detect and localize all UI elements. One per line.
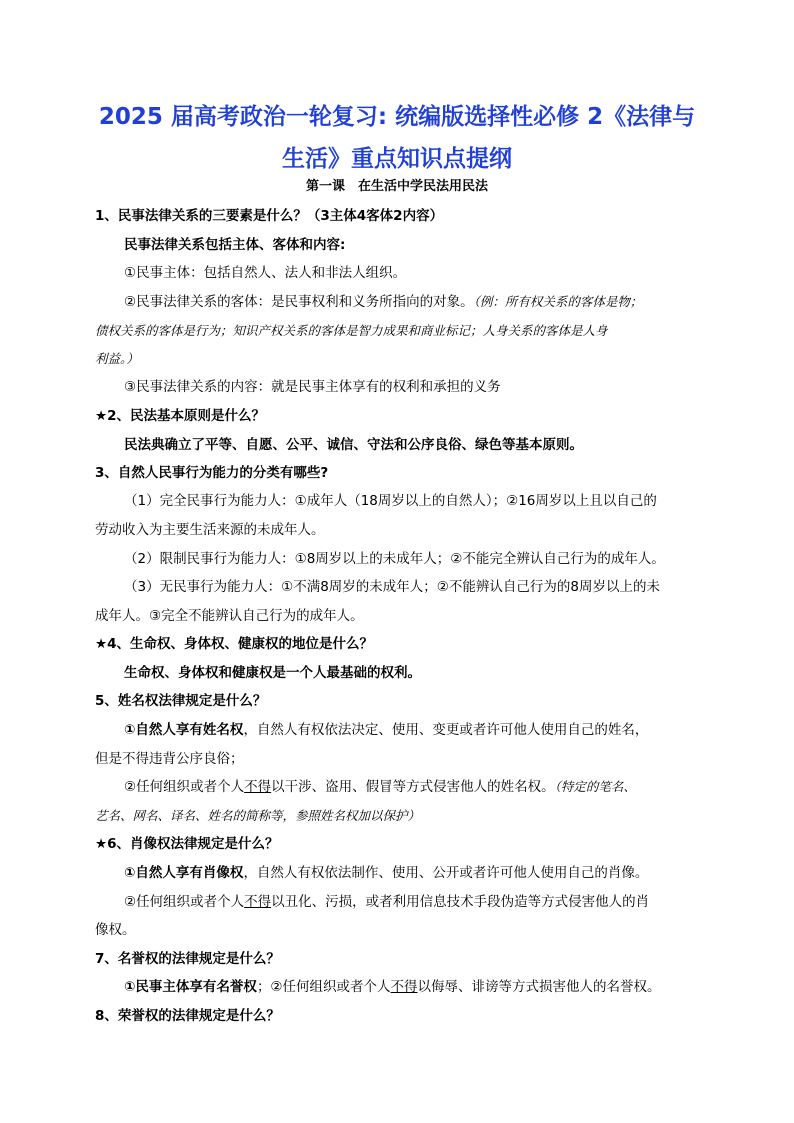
answer-5-point-2: [124, 777, 636, 797]
answer-1-point-2-note-cont: 债权关系的客体是行为；知识产权关系的客体是智力成果和商业标记；人身关系的客体是人身: [95, 323, 608, 338]
answer-5-point-1-text: ，自然人有权依法决定、使用、变更或者许可他人使用自己的姓名，: [243, 722, 649, 738]
answer-7-mid: ；②任何组织或者个人: [256, 979, 391, 995]
question-6: ★6、肖像权法律规定是什么？: [95, 836, 279, 852]
answer-3-point-1-cont: 劳动收入为主要生活来源的未成年人。: [95, 522, 325, 538]
answer-5-point-1-bold: ①自然人享有姓名权: [124, 722, 244, 738]
page-title-line-1: 2025 届高考政治一轮复习: 统编版选择性必修 2《法律与: [98, 104, 696, 130]
answer-5-point-1: [124, 720, 648, 740]
answer-6-point-1-bold: ①自然人享有肖像权: [124, 865, 244, 881]
answer-7-underline: 不得: [390, 979, 418, 995]
answer-5-point-2-text: 以干涉、盗用、假冒等方式侵害他人的姓名权。: [271, 779, 555, 795]
question-7: 7、名誉权的法律规定是什么？: [95, 951, 280, 967]
question-3: 3、自然人民事行为能力的分类有哪些?: [95, 465, 329, 481]
question-1: 1、民事法律关系的三要素是什么？（3主体4客体2内容）: [95, 208, 444, 224]
answer-2: 民法典确立了平等、自愿、公平、诚信、守法和公序良俗、绿色等基本原则。: [124, 437, 583, 453]
answer-3-point-3: （3）无民事行为能力人：①不满8周岁的未成年人；②不能辨认自己行为的8周岁以上的未: [124, 579, 660, 595]
answer-1-point-2-note-end: 利益。）: [95, 351, 139, 366]
answer-3-point-1: （1）完全民事行为能力人：①成年人（18周岁以上的自然人）；②16周岁以上且以自己的: [124, 493, 657, 509]
page-title-line-2: 生活》重点知识点提纲: [282, 146, 512, 172]
answer-6-point-2-pre: ②任何组织或者个人: [124, 894, 245, 910]
answer-5-point-2-note: （特定的笔名、: [554, 779, 636, 794]
answer-1-point-2-note: （例：所有权关系的客体是物；: [473, 294, 643, 309]
answer-6-point-1-text: ，自然人有权依法制作、使用、公开或者许可他人使用自己的肖像。: [243, 865, 649, 881]
question-8: 8、荣誉权的法律规定是什么？: [95, 1008, 280, 1024]
answer-6-point-2-underline: 不得: [244, 894, 272, 910]
answer-1-point-2-text: ②民事法律关系的客体：是民事权利和义务所指向的对象。: [124, 294, 474, 310]
answer-3-point-3-cont: 成年人。③完全不能辨认自己行为的成年人。: [95, 608, 364, 624]
answer-4: 生命权、身体权和健康权是一个人最基础的权利。: [124, 665, 421, 681]
answer-5-point-2-pre: ②任何组织或者个人: [124, 779, 245, 795]
answer-7-bold: ①民事主体享有名誉权: [124, 979, 257, 995]
answer-5-point-2-underline: 不得: [244, 779, 272, 795]
answer-6-point-2-cont: 像权。: [95, 922, 136, 938]
answer-6-point-2: [124, 892, 649, 912]
question-2: ★2、民法基本原则是什么？: [95, 408, 265, 424]
answer-1-point-2: [124, 292, 642, 312]
answer-7-text: 以侮辱、诽谤等方式损害他人的名誉权。: [417, 979, 661, 995]
answer-5-point-2-note-cont: 艺名、网名、译名、姓名的简称等，参照姓名权加以保护）: [95, 808, 421, 823]
answer-6-point-2-text: 以丑化、污损，或者利用信息技术手段伪造等方式侵害他人的肖: [271, 894, 650, 910]
answer-3-point-2: （2）限制民事行为能力人：①8周岁以上的未成年人；②不能完全辨认自己行为的成年人。: [124, 551, 665, 567]
question-4: ★4、生命权、身体权、健康权的地位是什么？: [95, 636, 373, 652]
answer-6-point-1: [124, 863, 648, 883]
answer-5-point-1-cont: 但是不得违背公序良俗；: [95, 751, 244, 767]
answer-1-point-3: ③民事法律关系的内容：就是民事主体享有的权利和承担的义务: [124, 379, 501, 395]
answer-1-point-1: ①民事主体：包括自然人、法人和非法人组织。: [124, 265, 407, 281]
lesson-heading: 第一课 在生活中学民法用民法: [305, 179, 488, 194]
question-5: 5、姓名权法律规定是什么？: [95, 693, 267, 709]
answer-7: [124, 977, 661, 997]
answer-1-intro: 民事法律关系包括主体、客体和内容:: [124, 237, 346, 253]
